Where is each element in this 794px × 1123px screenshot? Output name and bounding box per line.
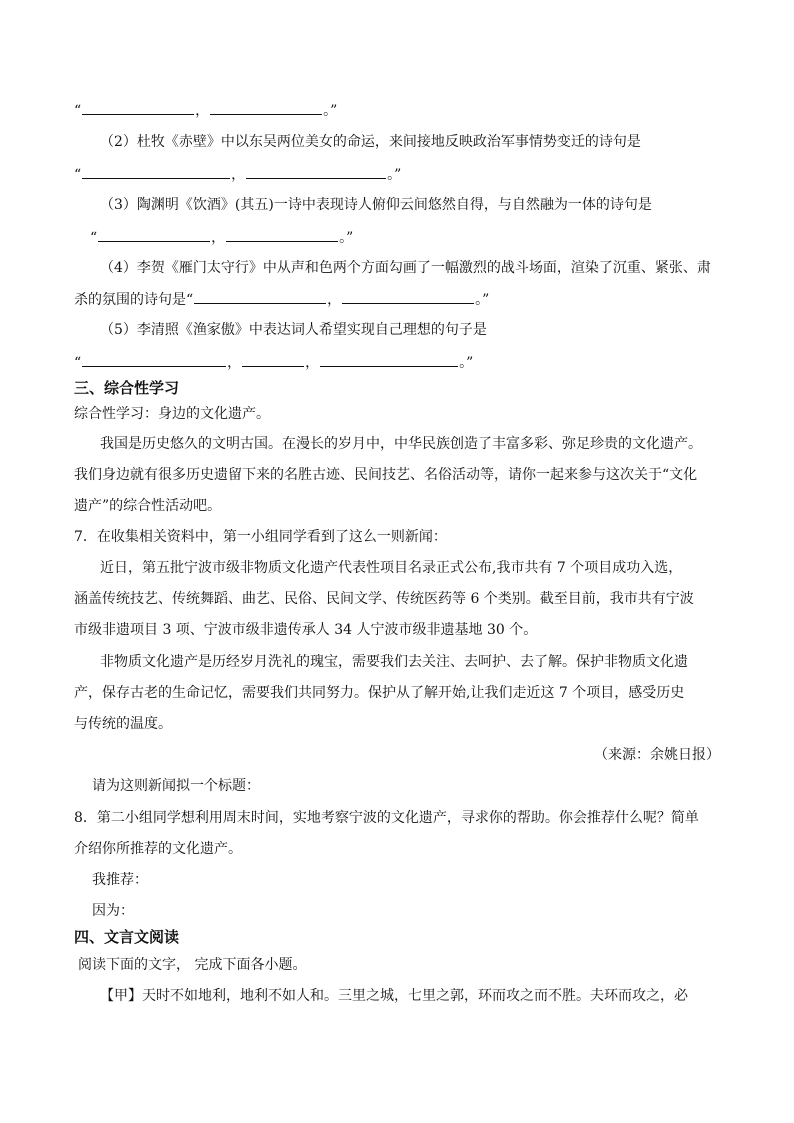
q4-prompt: （4）李贺《雁门太守行》中从声和色两个方面勾画了一幅激烈的战斗场面，渲染了沉重、紧张、肃 xyxy=(100,260,711,276)
answer-blank[interactable] xyxy=(320,352,458,367)
news-line: 近日，第五批宁波市级非物质文化遗产代表性项目名录正式公布,我市共有 7 个项目成功入选， xyxy=(100,560,683,576)
section-intro: 综合性学习：身边的文化遗产。 xyxy=(74,406,270,422)
q5-answer-line: “ ， ， 。” xyxy=(74,352,473,373)
answer-blank[interactable] xyxy=(210,100,322,115)
answer-blank[interactable] xyxy=(342,289,474,304)
question-8: 8．第二小组同学想利用周末时间，实地考察宁波的文化遗产，寻求你的帮助。你会推荐什么呢？简单 xyxy=(74,810,699,826)
question-8: 介绍你所推荐的文化遗产。 xyxy=(74,841,242,857)
recommend-label: 我推荐： xyxy=(92,872,148,888)
answer-blank[interactable] xyxy=(82,100,194,115)
answer-blank[interactable] xyxy=(246,164,386,179)
answer-blank[interactable] xyxy=(82,164,230,179)
section-heading: 四、文言文阅读 xyxy=(74,928,180,946)
q4-answer-line: 杀的氛围的诗句是“ ， 。” xyxy=(74,289,489,310)
news-line: 产，保存古老的生命记忆，需要我们共同努力。保护从了解开始,让我们走近这 7 个项目，感受历史 xyxy=(74,685,685,701)
intro-paragraph-line: 我们身边就有很多历史遗留下来的名胜古迹、民间技艺、名俗活动等，请你一起来参与这次关于“文化 xyxy=(74,467,698,483)
news-line: 市级非遗项目 3 项、宁波市级非遗传承人 34 人宁波市级非遗基地 30 个。 xyxy=(74,622,538,638)
section-heading: 三、综合性学习 xyxy=(74,379,180,397)
question-7-ask: 请为这则新闻拟一个标题： xyxy=(92,778,260,794)
news-line: 与传统的温度。 xyxy=(74,716,172,732)
news-line: 非物质文化遗产是历经岁月洗礼的瑰宝，需要我们去关注、去呵护、去了解。保护非物质文化遗 xyxy=(100,654,688,670)
answer-blank[interactable] xyxy=(226,227,338,242)
section-intro: 阅读下面的文字， 完成下面各小题。 xyxy=(78,957,307,973)
classical-text-line: 【甲】天时不如地利，地利不如人和。三里之城，七里之郭，环而攻之而不胜。夫环而攻之，必 xyxy=(100,988,688,1004)
answer-blank[interactable] xyxy=(194,289,326,304)
question-7: 7．在收集相关资料中，第一小组同学看到了这么一则新闻： xyxy=(74,529,447,545)
because-label: 因为： xyxy=(92,903,134,919)
news-source: （来源：余姚日报） xyxy=(594,747,720,763)
intro-paragraph-line: 我国是历史悠久的文明古国。在漫长的岁月中，中华民族创造了丰富多彩、弥足珍贵的文化遗产。 xyxy=(100,436,702,452)
answer-blank[interactable] xyxy=(98,227,210,242)
answer-blank[interactable] xyxy=(242,352,304,367)
q2-answer-line: “ ， 。” xyxy=(74,164,401,185)
q3-prompt: （3）陶渊明《饮酒》(其五)一诗中表现诗人俯仰云间悠然自得，与自然融为一体的诗句是 xyxy=(100,197,652,213)
q2-prompt: （2）杜牧《赤壁》中以东吴两位美女的命运，来间接地反映政治军事情势变迁的诗句是 xyxy=(100,134,641,150)
intro-paragraph-line: 遗产”的综合性活动吧。 xyxy=(74,498,222,514)
news-line: 涵盖传统技艺、传统舞蹈、曲艺、民俗、民间文学、传统医药等 6 个类别。截至目前，我市共有宁波 xyxy=(74,591,694,607)
q3-answer-line: “ ， 。” xyxy=(90,227,353,248)
q1-answer-line: “ ， 。” xyxy=(74,100,337,121)
q5-prompt: （5）李清照《渔家傲》中表达词人希望实现自己理想的句子是 xyxy=(100,322,487,338)
answer-blank[interactable] xyxy=(82,352,226,367)
